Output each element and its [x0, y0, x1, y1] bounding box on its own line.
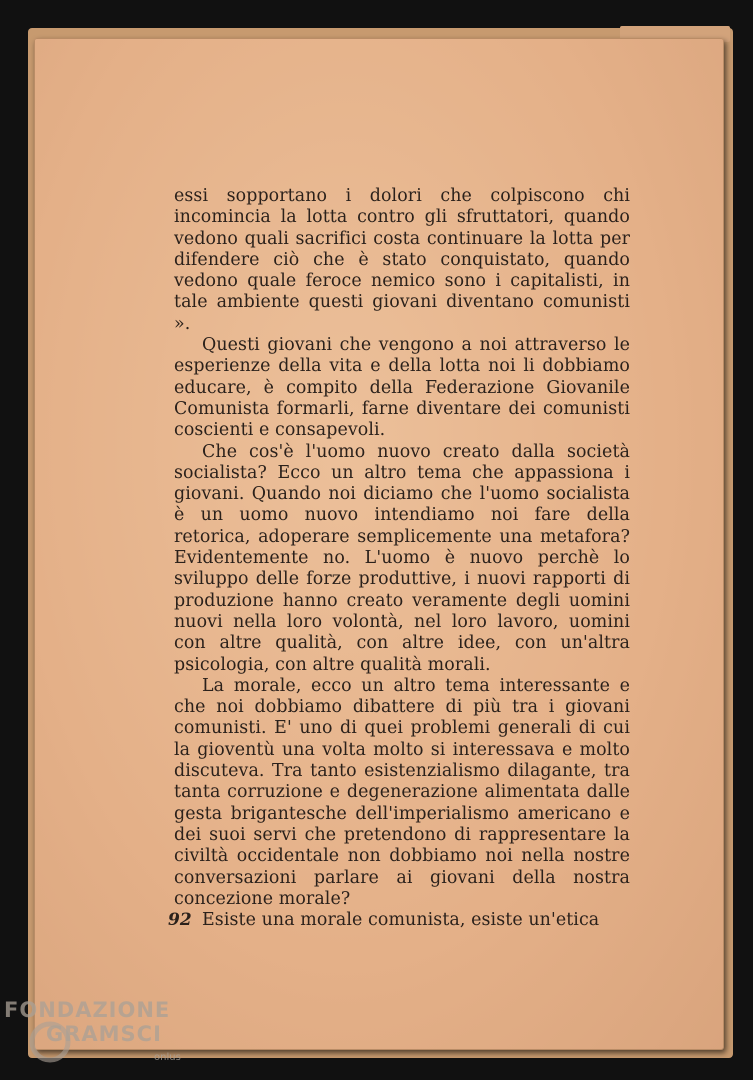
body-text — [174, 186, 630, 931]
paragraph-2: Questi giovani che vengono a noi attraverso le esperienze della vita e della lotta noi li dobbiamo educare, è compito della Federazione Giovanile Comunista formarli, farne diventare dei comunisti coscienti e consapevoli. — [174, 335, 630, 441]
watermark-line1: FONDAZIONE — [4, 998, 171, 1022]
fondazione-logo-icon — [28, 1020, 72, 1064]
watermark — [4, 998, 181, 1063]
paragraph-5: Esiste una morale comunista, esiste un'etica — [202, 910, 600, 931]
page-number: 92 — [168, 910, 192, 930]
watermark-line2: GRAMSCI — [46, 1022, 162, 1046]
watermark-sub: onlus — [154, 1052, 181, 1063]
paragraph-4: La morale, ecco un altro tema interessante e che noi dobbiamo dibattere di più tra i giovani comunisti. E' uno di quei problemi generali di cui la gioventù una volta molto si interessava e molto discuteva. Tra tanto esistenzialismo dilagante, tra tanta corruzione e degenerazione alimentata dalle gesta brigantesche dell'imperialismo americano e dei suoi servi che pretendono di rappresentare la civiltà occidentale non dobbiamo noi nella nostre conversazioni parlare ai giovani della nostra concezione morale? — [174, 675, 630, 909]
paragraph-1: essi sopportano i dolori che colpiscono chi incomincia la lotta contro gli sfruttatori, quando vedono quali sacrifici costa continuare la lotta per difendere ciò che è stato conquistato, quando vedono quale feroce nemico sono i capitalisti, in tale ambiente questi giovani diventano comunisti ». — [174, 186, 630, 334]
paragraph-3: Che cos'è l'uomo nuovo creato dalla società socialista? Ecco un altro tema che appassiona i giovani. Quando noi diciamo che l'uomo socialista è un uomo nuovo intendiamo noi fare della retorica, adoperare semplicemente una metafora? Evidentemente no. L'uomo è nuovo perchè lo sviluppo delle forze produttive, i nuovi rapporti di produzione hanno creato veramente degli uomini nuovi nella loro volontà, nel loro lavoro, uomini con altre qualità, con altre idee, con un'altra psicologia, con altre qualità morali. — [174, 441, 630, 675]
